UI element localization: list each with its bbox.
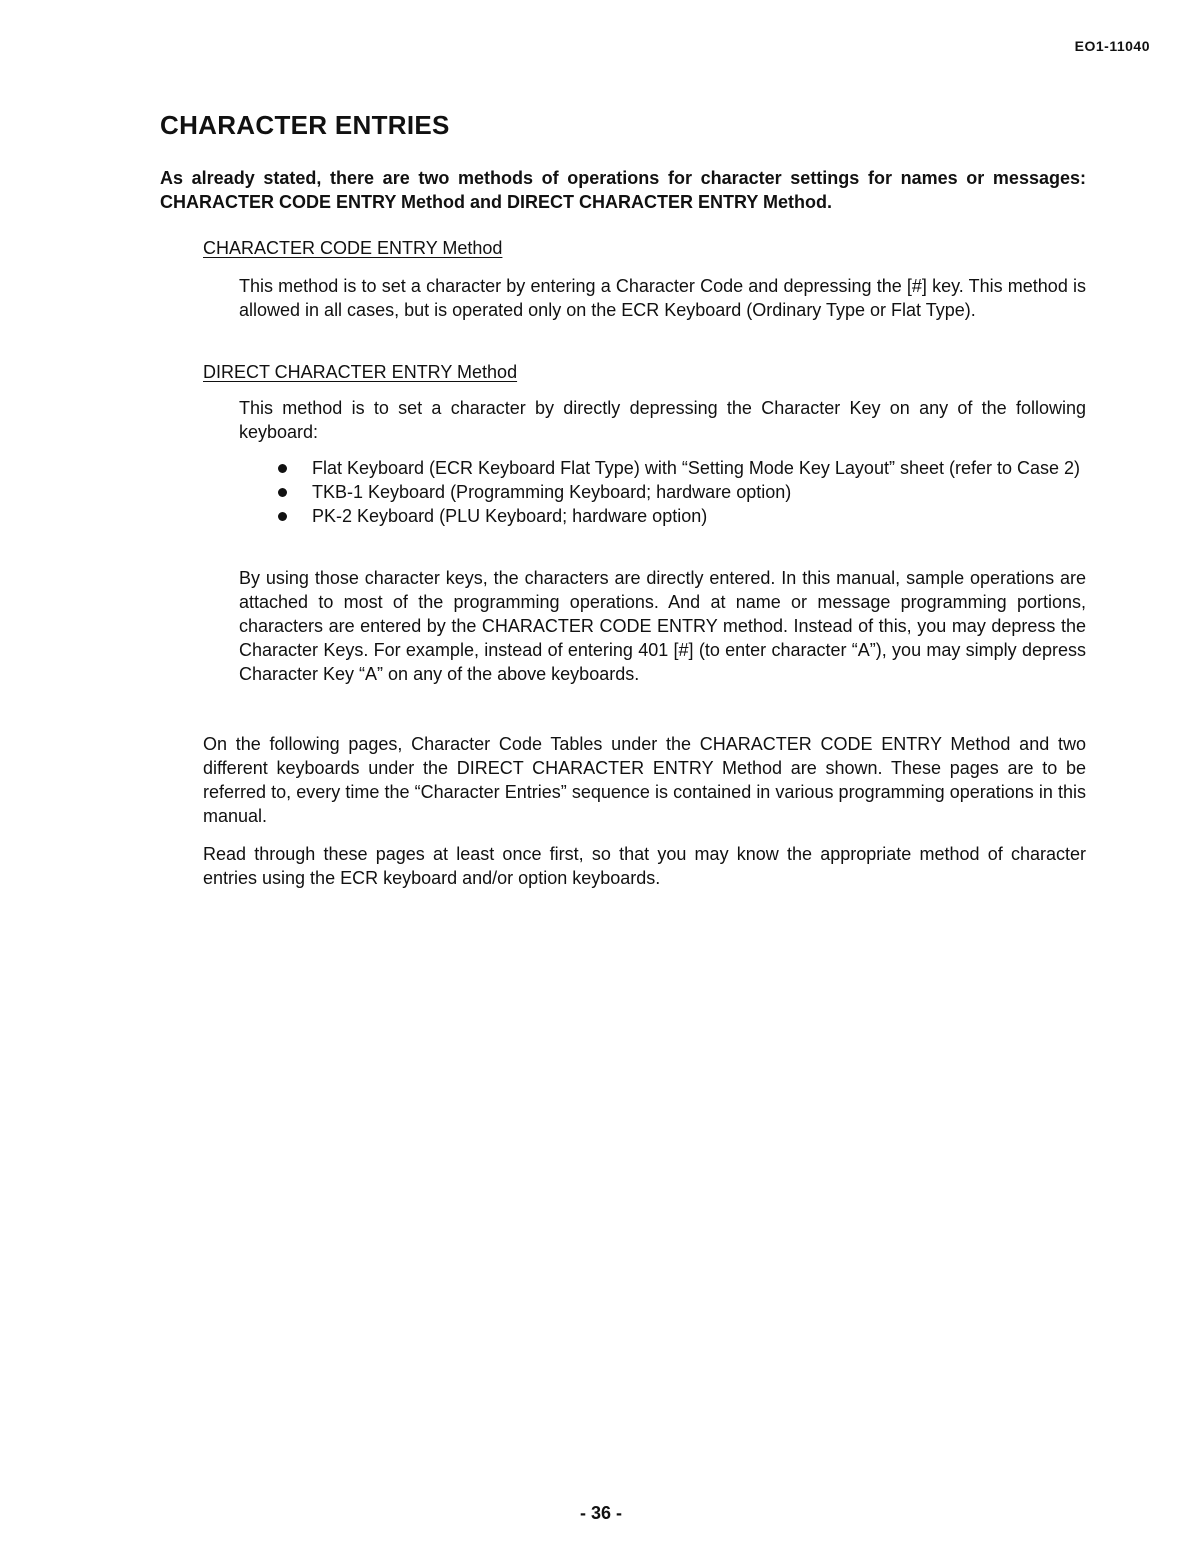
direct-entry-heading: DIRECT CHARACTER ENTRY Method: [203, 362, 518, 382]
read-through-paragraph: Read through these pages at least once first, so that you may know the appropriate method of character entries using the ECR keyboard and/or option keyboards.: [203, 844, 1086, 888]
following-pages-paragraph: On the following pages, Character Code Tables under the CHARACTER CODE ENTRY Method and two different keyboards under the DIRECT CHARACTER ENTRY Method are shown. These pages are to be referred to, every time the “Character Entries” sequence is contained in various programming operations in this manual.: [203, 734, 1086, 826]
list-item-text: TKB-1 Keyboard (Programming Keyboard; hardware option): [312, 482, 792, 502]
bullet-icon: [278, 488, 287, 497]
page-title: CHARACTER ENTRIES: [160, 110, 450, 140]
keyboard-list: [270, 456, 1086, 528]
bullet-icon: [278, 464, 287, 473]
list-item: [270, 456, 1086, 480]
bullet-icon: [278, 512, 287, 521]
list-item: [270, 480, 1086, 504]
list-item-text: PK-2 Keyboard (PLU Keyboard; hardware option): [312, 506, 708, 526]
intro-paragraph: As already stated, there are two methods of operations for character settings for names or messages: CHARACTER CODE ENTRY Method and DIRECT CHARACTER ENTRY Method.: [160, 168, 1086, 212]
code-entry-body: This method is to set a character by entering a Character Code and depressing the [#] key. This method is allowed in all cases, but is operated only on the ECR Keyboard (Ordinary Type or Flat Type).: [239, 276, 1086, 320]
direct-entry-note: By using those character keys, the characters are directly entered. In this manual, sample operations are attached to most of the programming operations. And at name or message programming portions, characters are entered by the CHARACTER CODE ENTRY method. Instead of this, you may depress the Character Keys. For example, instead of entering 401 [#] (to enter character “A”), you may simply depress Character Key “A” on any of the above keyboards.: [239, 568, 1086, 684]
code-entry-heading: CHARACTER CODE ENTRY Method: [203, 238, 503, 258]
document-id: EO1-11040: [1074, 38, 1150, 54]
direct-entry-body: This method is to set a character by directly depressing the Character Key on any of the following keyboard:: [239, 398, 1086, 442]
list-item: [270, 504, 1086, 528]
page-number: - 36 -: [579, 1503, 622, 1523]
list-item-text: Flat Keyboard (ECR Keyboard Flat Type) with “Setting Mode Key Layout” sheet (refer to Case 2): [312, 458, 1081, 478]
